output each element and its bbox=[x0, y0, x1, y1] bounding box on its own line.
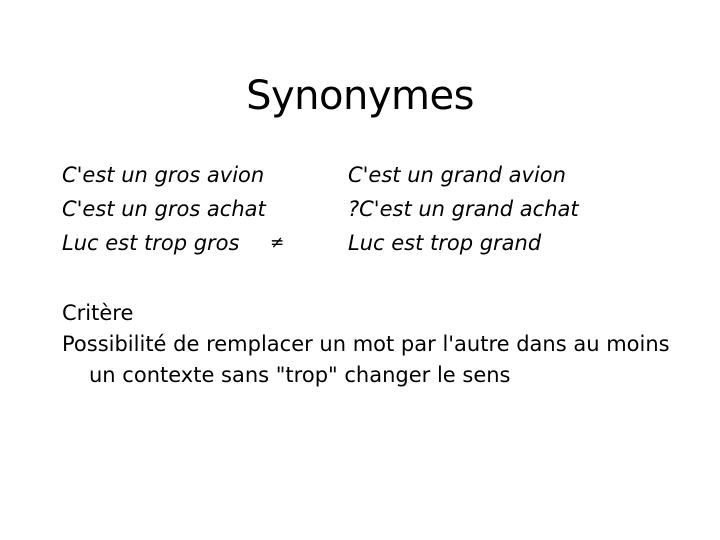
criterion-definition: Possibilité de remplacer un mot par l'autre dans au moins un contexte sans "trop" changer le sens bbox=[62, 332, 670, 387]
example-trop-gros: Luc est trop gros bbox=[62, 231, 240, 255]
examples-grand bbox=[348, 158, 688, 260]
criterion-block bbox=[62, 298, 702, 391]
example-grand-avion: C'est un grand avion bbox=[348, 163, 566, 187]
criterion-heading: Critère bbox=[62, 301, 134, 325]
slide-title: Synonymes bbox=[246, 73, 474, 119]
example-gros-achat: C'est un gros achat bbox=[62, 197, 266, 221]
example-grand-achat: ?C'est un grand achat bbox=[348, 197, 579, 221]
example-trop-grand: Luc est trop grand bbox=[348, 231, 542, 255]
example-gros-avion: C'est un gros avion bbox=[62, 163, 265, 187]
not-equal-symbol: ≠ bbox=[270, 233, 285, 253]
